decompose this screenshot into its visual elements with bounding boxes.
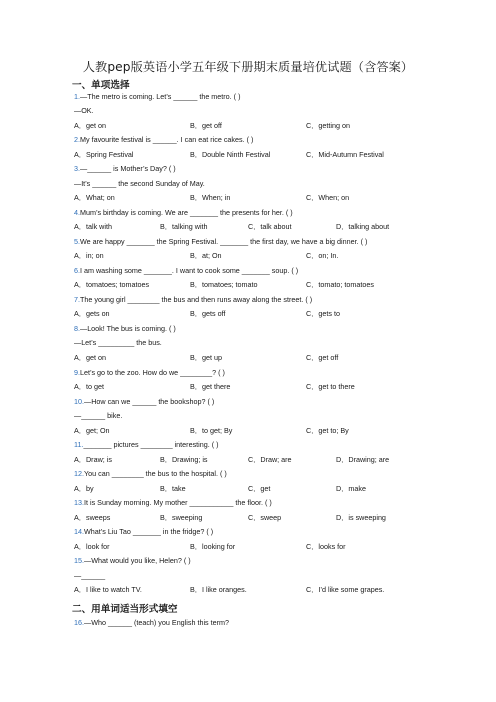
- question-stem: —How can we ______ the bookshop? ( ): [84, 397, 215, 406]
- question-stem: —The metro is coming. Let’s ______ the metro. ( ): [80, 92, 241, 101]
- option-a: A．Spring Festival: [74, 150, 134, 159]
- question-stem: It is Sunday morning. My mother ___________ the floor. ( ): [84, 498, 272, 507]
- question-stem: —Look! The bus is coming. ( ): [80, 324, 176, 333]
- option-c: C．gets to: [306, 309, 340, 318]
- question-stem: What’s Liu Tao _______ in the fridge? ( ): [84, 527, 214, 536]
- question-number: 1.: [74, 92, 80, 101]
- option-c: C．get to there: [306, 382, 355, 391]
- question-number: 3.: [74, 164, 80, 173]
- question-16: [74, 618, 229, 628]
- option-b: B．I like oranges.: [190, 585, 247, 594]
- question-stem: My favourite festival is ______. I can eat rice cakes. ( ): [80, 135, 254, 144]
- option-c: C．getting on: [306, 121, 350, 130]
- option-d: D．make: [336, 484, 366, 493]
- question-11: [74, 440, 219, 450]
- option-a: A．get on: [74, 121, 106, 130]
- question-number: 5.: [74, 237, 80, 246]
- question-number: 10.: [74, 397, 84, 406]
- option-c: C．tomato; tomatoes: [306, 280, 374, 289]
- question-9: [74, 368, 225, 378]
- option-a: A．look for: [74, 542, 110, 551]
- option-c: C．get off: [306, 353, 339, 362]
- question-stem: We are happy _______ the Spring Festival. _______ the first day, we have a big dinner. ( ): [80, 237, 368, 246]
- question-stem: —______ is Mother’s Day? ( ): [80, 164, 176, 173]
- option-a: A．get; On: [74, 426, 110, 435]
- option-c: C．get: [248, 484, 271, 493]
- question-8-reply: —Let’s _________ the bus.: [74, 338, 162, 347]
- question-13: [74, 498, 272, 508]
- option-b: B．sweeping: [160, 513, 203, 522]
- question-stem: The young girl ________ the bus and then runs away along the street. ( ): [80, 295, 313, 304]
- option-c: C．talk about: [248, 222, 292, 231]
- option-c: C．Draw; are: [248, 455, 292, 464]
- question-stem: _______ pictures ________ interesting. ( ): [83, 440, 219, 449]
- option-b: B．get there: [190, 382, 231, 391]
- question-number: 13.: [74, 498, 84, 507]
- question-number: 8.: [74, 324, 80, 333]
- option-d: D．talking about: [336, 222, 390, 231]
- option-c: C．When; on: [306, 193, 350, 202]
- option-b: B．Drawing; is: [160, 455, 208, 464]
- question-stem: —Who ______ (teach) you English this term?: [84, 618, 230, 627]
- question-number: 2.: [74, 135, 80, 144]
- question-3: [74, 164, 176, 174]
- section-heading-2: 二、用单词适当形式填空: [72, 604, 178, 615]
- page-title: 人教pep版英语小学五年级下册期末质量培优试题（含答案）: [82, 60, 414, 74]
- question-1: [74, 92, 240, 102]
- option-b: B．Double Ninth Festival: [190, 150, 271, 159]
- question-4: [74, 208, 293, 218]
- section-heading-1: 一、单项选择: [72, 80, 130, 91]
- option-c: C．get to; By: [306, 426, 349, 435]
- question-7: [74, 295, 312, 305]
- question-number: 9.: [74, 368, 80, 377]
- question-3-reply: —It’s ______ the second Sunday of May.: [74, 179, 205, 188]
- question-number: 15.: [74, 556, 84, 565]
- question-12: [74, 469, 227, 479]
- option-c: C．sweep: [248, 513, 282, 522]
- question-2: [74, 135, 253, 145]
- option-a: A．sweeps: [74, 513, 111, 522]
- question-number: 12.: [74, 469, 84, 478]
- question-10-reply: —______ bike.: [74, 411, 123, 420]
- option-a: A．What; on: [74, 193, 115, 202]
- question-number: 11.: [74, 440, 84, 449]
- question-15-reply: —______: [74, 571, 106, 580]
- option-c: C．looks for: [306, 542, 346, 551]
- question-number: 4.: [74, 208, 80, 217]
- question-stem: Let’s go to the zoo. How do we ________? ( ): [80, 368, 225, 377]
- option-a: A．Draw; is: [74, 455, 112, 464]
- question-10: [74, 397, 214, 407]
- option-c: C．on; In.: [306, 251, 339, 260]
- option-c: C．Mid-Autumn Festival: [306, 150, 384, 159]
- question-stem: You can ________ the bus to the hospital. ( ): [84, 469, 227, 478]
- option-b: B．to get; By: [190, 426, 233, 435]
- question-8: [74, 324, 176, 334]
- option-c: C．I’d like some grapes.: [306, 585, 385, 594]
- option-a: A．to get: [74, 382, 104, 391]
- option-b: B．get up: [190, 353, 222, 362]
- question-stem: —What would you like, Helen? ( ): [84, 556, 191, 565]
- option-b: B．at; On: [190, 251, 222, 260]
- option-b: B．get off: [190, 121, 222, 130]
- option-a: A．tomatoes; tomatoes: [74, 280, 150, 289]
- question-number: 7.: [74, 295, 80, 304]
- option-a: A．by: [74, 484, 94, 493]
- question-number: 6.: [74, 266, 80, 275]
- question-number: 14.: [74, 527, 84, 536]
- option-a: A．I like to watch TV.: [74, 585, 142, 594]
- option-a: A．in; on: [74, 251, 104, 260]
- option-b: B．looking for: [190, 542, 236, 551]
- question-stem: I am washing some _______. I want to cook some _______ soup. ( ): [80, 266, 299, 275]
- question-stem: Mum’s birthday is coming. We are _______ the presents for her. ( ): [80, 208, 293, 217]
- option-d: D．Drawing; are: [336, 455, 390, 464]
- question-14: [74, 527, 213, 537]
- option-b: B．talking with: [160, 222, 208, 231]
- question-1-reply: —OK.: [74, 106, 94, 115]
- option-b: B．gets off: [190, 309, 226, 318]
- option-a: A．gets on: [74, 309, 110, 318]
- question-6: [74, 266, 298, 276]
- question-5: [74, 237, 367, 247]
- option-b: B．take: [160, 484, 186, 493]
- option-d: D．is sweeping: [336, 513, 386, 522]
- option-a: A．get on: [74, 353, 106, 362]
- question-15: [74, 556, 191, 566]
- option-a: A．talk with: [74, 222, 112, 231]
- question-number: 16.: [74, 618, 84, 627]
- option-b: B．When; in: [190, 193, 231, 202]
- option-b: B．tomatoes; tomato: [190, 280, 258, 289]
